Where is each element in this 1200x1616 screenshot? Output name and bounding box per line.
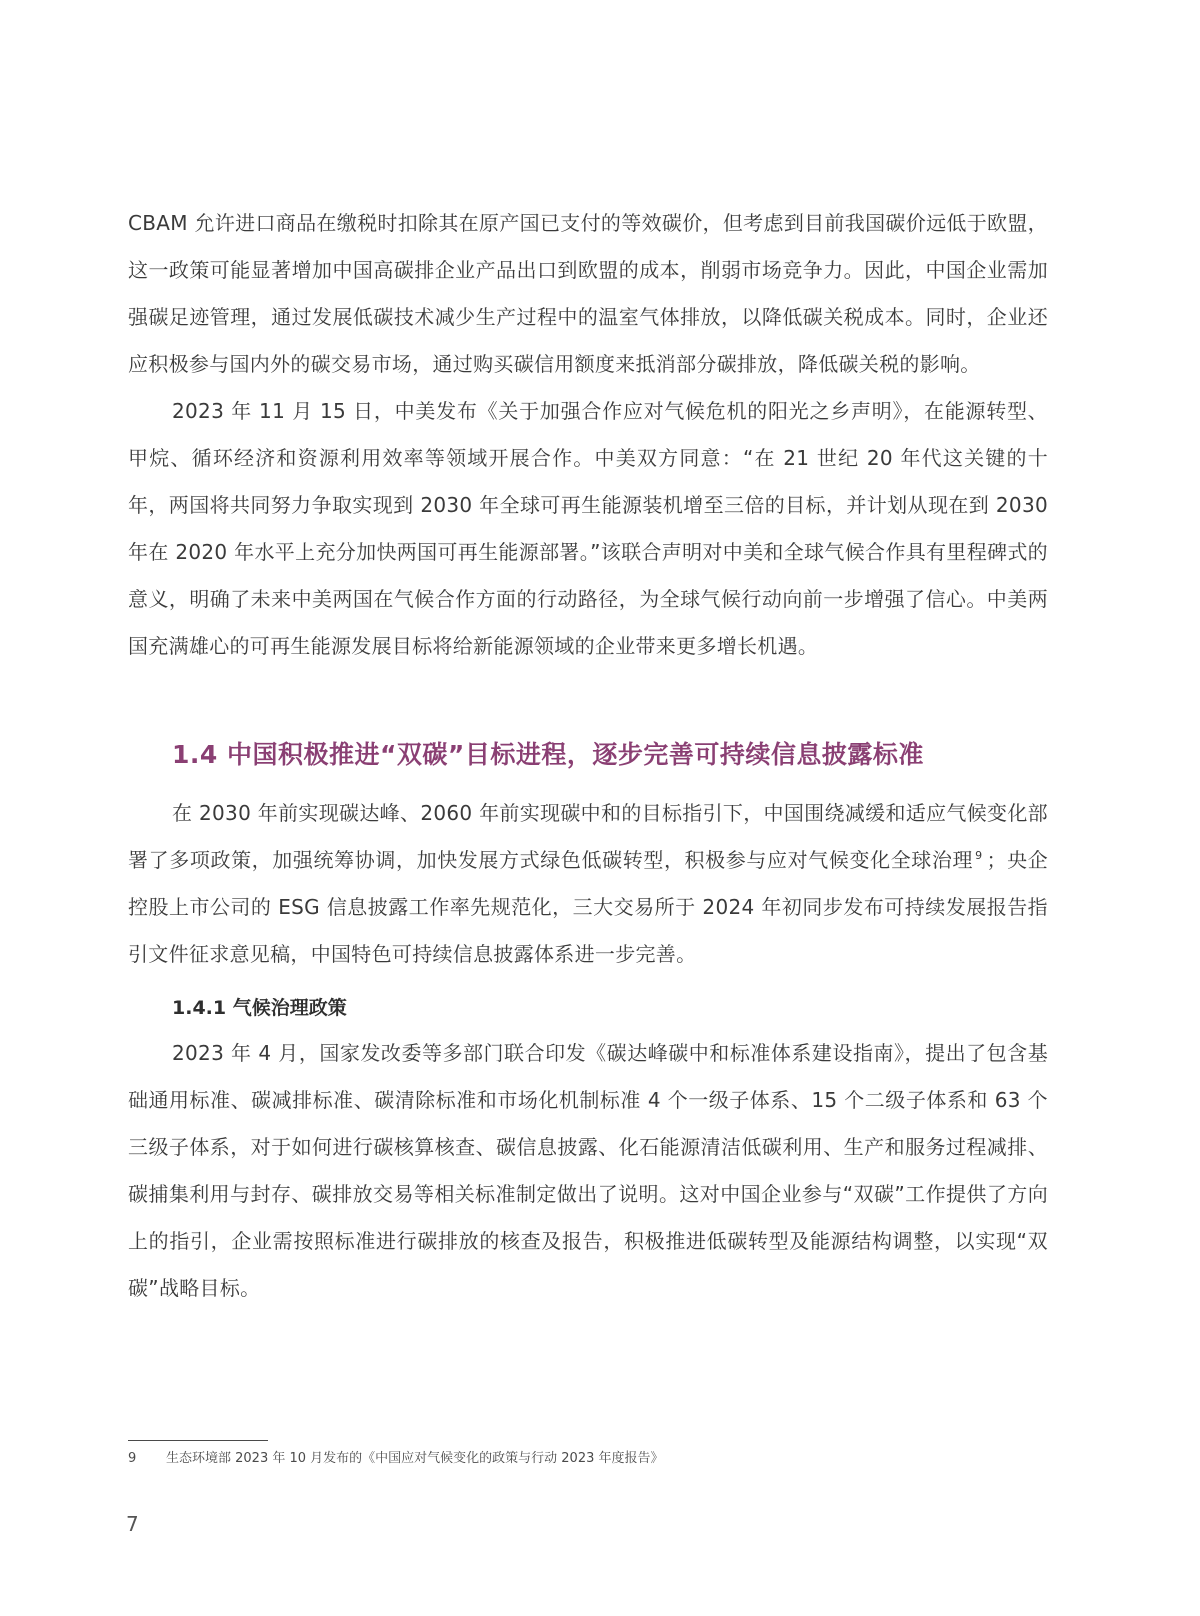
page-number: 7 [126,1512,139,1536]
paragraph-standards-guide: 2023 年 4 月，国家发改委等多部门联合印发《碳达峰碳中和标准体系建设指南》，提出了包含基础通用标准、碳减排标准、碳清除标准和市场化机制标准 4 个一级子体系、15 个二级子体系和 63 个三级子体系，对于如何进行碳核算核查、碳信息披露、化石能源清洁低碳利用、生产和服务过程减排、碳捕集利用与封存、碳排放交易等相关标准制定做出了说明。这对中国企业参与“双碳”工作提供了方向上的指引，企业需按照标准进行碳排放的核查及报告，积极推进低碳转型及能源结构调整，以实现“双碳”战略目标。 [128,1041,1048,1300]
subsection-heading: 1.4.1 气候治理政策 [172,997,347,1019]
paragraph-dual-carbon [128,790,1048,978]
footnote-text: 生态环境部 2023 年 10 月发布的《中国应对气候变化的政策与行动 2023 年度报告》 [166,1451,664,1466]
paragraph-text-after-ref: ；央企控股上市公司的 ESG 信息披露工作率先规范化，三大交易所于 2024 年初同步发布可持续发展报告指引文件征求意见稿，中国特色可持续信息披露体系进一步完善。 [128,848,1048,966]
footnote-reference[interactable]: 9 [975,849,983,863]
section-heading: 1.4 中国积极推进“双碳”目标进程，逐步完善可持续信息披露标准 [172,740,924,769]
paragraph-cbam: CBAM 允许进口商品在缴税时扣除其在原产国已支付的等效碳价，但考虑到目前我国碳价远低于欧盟，这一政策可能显著增加中国高碳排企业产品出口到欧盟的成本，削弱市场竞争力。因此，中国企业需加强碳足迹管理，通过发展低碳技术减少生产过程中的温室气体排放，以降低碳关税成本。同时，企业还应积极参与国内外的碳交易市场，通过购买碳信用额度来抵消部分碳排放，降低碳关税的影响。 [128,211,1048,376]
page-body [128,200,1048,1312]
paragraph-text-before-ref: 在 2030 年前实现碳达峰、2060 年前实现碳中和的目标指引下，中国围绕减缓和适应气候变化部署了多项政策，加强统筹协调，加快发展方式绿色低碳转型，积极参与应对气候变化全球治理 [128,801,1048,872]
paragraph-sunnylands-statement: 2023 年 11 月 15 日，中美发布《关于加强合作应对气候危机的阳光之乡声明》，在能源转型、甲烷、循环经济和资源利用效率等领域开展合作。中美双方同意：“在 21 世纪 20 年代这关键的十年，两国将共同努力争取实现到 2030 年全球可再生能源装机增至三倍的目标，并计划从现在到 2030 年在 2020 年水平上充分加快两国可再生能源部署。”该联合声明对中美和全球气候合作具有里程碑式的意义，明确了未来中美两国在气候合作方面的行动路径，为全球气候行动向前一步增强了信心。中美两国充满雄心的可再生能源发展目标将给新能源领域的企业带来更多增长机遇。 [128,399,1048,658]
footnote [128,1448,1048,1470]
footnote-number: 9 [128,1451,137,1466]
footnote-divider [128,1440,268,1441]
